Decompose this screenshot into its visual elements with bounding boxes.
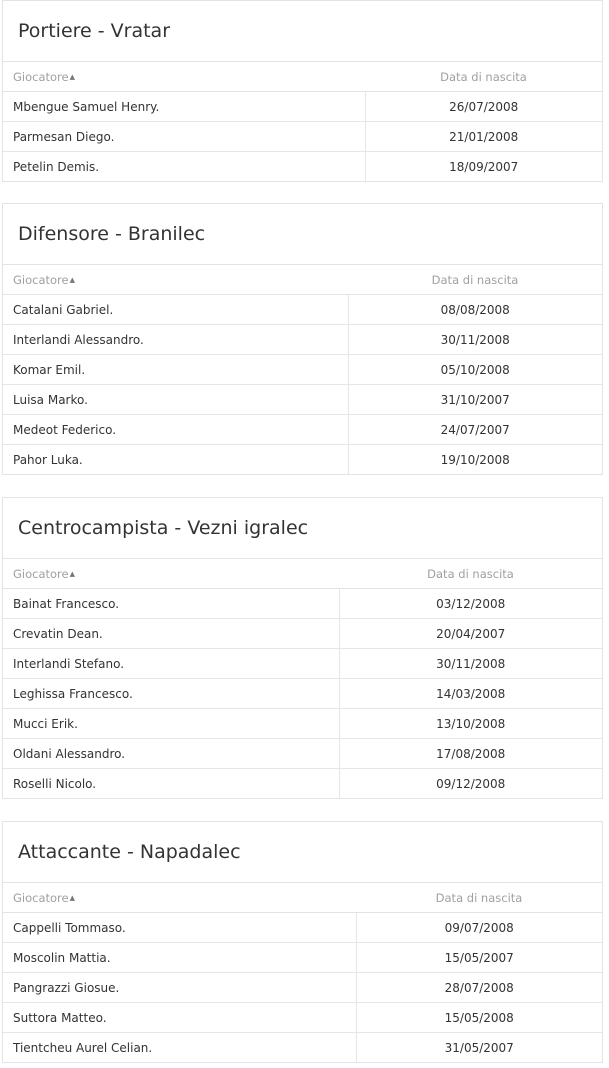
- player-name: Pahor Luka.: [3, 445, 348, 475]
- table-row: [3, 619, 602, 649]
- player-birthdate: 15/05/2007: [356, 943, 602, 973]
- player-column-header[interactable]: Giocatore▲: [3, 559, 339, 589]
- player-column-header[interactable]: Giocatore▲: [3, 265, 348, 295]
- table-row: [3, 152, 602, 182]
- table-header-row: [3, 62, 602, 92]
- section-title: Attaccante - Napadalec: [3, 822, 602, 883]
- player-birthdate: 31/05/2007: [356, 1033, 602, 1063]
- player-birthdate: 14/03/2008: [339, 679, 602, 709]
- player-birthdate: 15/05/2008: [356, 1003, 602, 1033]
- player-name: Cappelli Tommaso.: [13, 920, 126, 935]
- table-row: [3, 325, 602, 355]
- player-birthdate: 09/07/2008: [356, 913, 602, 943]
- player-name: Luisa Marko.: [3, 385, 348, 415]
- birthdate-column-header[interactable]: Data di nascita: [365, 62, 602, 92]
- players-table: [3, 883, 602, 1062]
- player-birthdate: 31/10/2007: [348, 385, 602, 415]
- sort-ascending-icon: ▲: [69, 893, 75, 902]
- player-name: Tientcheu Aurel Celian.: [3, 1033, 356, 1063]
- player-birthdate: 09/12/2008: [339, 769, 602, 799]
- player-name: Crevatin Dean.: [3, 619, 339, 649]
- player-birthdate: 19/10/2008: [348, 445, 602, 475]
- sort-ascending-icon: ▲: [69, 72, 75, 81]
- player-birthdate: 18/09/2007: [365, 152, 602, 182]
- player-name: Bainat Francesco.: [13, 596, 120, 611]
- table-row: [3, 649, 602, 679]
- player-birthdate: 21/01/2008: [365, 122, 602, 152]
- player-name: Catalani Gabriel.: [13, 302, 114, 317]
- table-row: [3, 385, 602, 415]
- player-name: Parmesan Diego.: [3, 122, 365, 152]
- player-birthdate: 28/07/2008: [356, 973, 602, 1003]
- player-name: Petelin Demis.: [3, 152, 365, 182]
- table-row: [3, 1003, 602, 1033]
- player-birthdate: 20/04/2007: [339, 619, 602, 649]
- table-row: [3, 943, 602, 973]
- table-row: [3, 589, 602, 619]
- player-name: Mucci Erik.: [3, 709, 339, 739]
- table-header-row: [3, 559, 602, 589]
- player-birthdate: 05/10/2008: [348, 355, 602, 385]
- player-name: Mbengue Samuel Henry.: [13, 99, 160, 114]
- table-row: [3, 769, 602, 799]
- player-name: Medeot Federico.: [3, 415, 348, 445]
- player-name: Oldani Alessandro.: [3, 739, 339, 769]
- birthdate-column-header[interactable]: Data di nascita: [356, 883, 602, 913]
- player-name: Interlandi Stefano.: [3, 649, 339, 679]
- section-centrocampista: [2, 497, 603, 799]
- table-row: [3, 1033, 602, 1063]
- section-difensore: [2, 203, 603, 475]
- table-row: [3, 709, 602, 739]
- birthdate-column-header[interactable]: Data di nascita: [348, 265, 602, 295]
- table-row: [3, 122, 602, 152]
- section-title: Difensore - Branilec: [3, 204, 602, 265]
- player-birthdate: 17/08/2008: [339, 739, 602, 769]
- player-name: Leghissa Francesco.: [3, 679, 339, 709]
- player-birthdate: 30/11/2008: [339, 649, 602, 679]
- section-portiere: [2, 0, 603, 182]
- section-title: Portiere - Vratar: [3, 1, 602, 62]
- player-column-header[interactable]: Giocatore▲: [3, 62, 365, 92]
- player-name: Moscolin Mattia.: [3, 943, 356, 973]
- player-name: Roselli Nicolo.: [3, 769, 339, 799]
- section-attaccante: [2, 821, 603, 1063]
- player-name: Suttora Matteo.: [3, 1003, 356, 1033]
- table-row: [3, 739, 602, 769]
- table-row: [3, 445, 602, 475]
- player-birthdate: 30/11/2008: [348, 325, 602, 355]
- birthdate-column-header[interactable]: Data di nascita: [339, 559, 602, 589]
- table-row: [3, 415, 602, 445]
- player-birthdate: 24/07/2007: [348, 415, 602, 445]
- table-row: [3, 355, 602, 385]
- player-birthdate: 13/10/2008: [339, 709, 602, 739]
- player-name: Pangrazzi Giosue.: [3, 973, 356, 1003]
- player-birthdate: 03/12/2008: [339, 589, 602, 619]
- player-birthdate: 08/08/2008: [348, 295, 602, 325]
- player-name: Komar Emil.: [3, 355, 348, 385]
- players-table: [3, 265, 602, 474]
- table-row: [3, 973, 602, 1003]
- table-row: [3, 913, 602, 943]
- table-row: [3, 92, 602, 122]
- player-name: Interlandi Alessandro.: [3, 325, 348, 355]
- table-row: [3, 295, 602, 325]
- section-title: Centrocampista - Vezni igralec: [3, 498, 602, 559]
- table-header-row: [3, 883, 602, 913]
- player-birthdate: 26/07/2008: [365, 92, 602, 122]
- sort-ascending-icon: ▲: [69, 569, 75, 578]
- sort-ascending-icon: ▲: [69, 275, 75, 284]
- table-header-row: [3, 265, 602, 295]
- players-table: [3, 559, 602, 798]
- players-table: [3, 62, 602, 181]
- table-row: [3, 679, 602, 709]
- player-column-header[interactable]: Giocatore▲: [3, 883, 356, 913]
